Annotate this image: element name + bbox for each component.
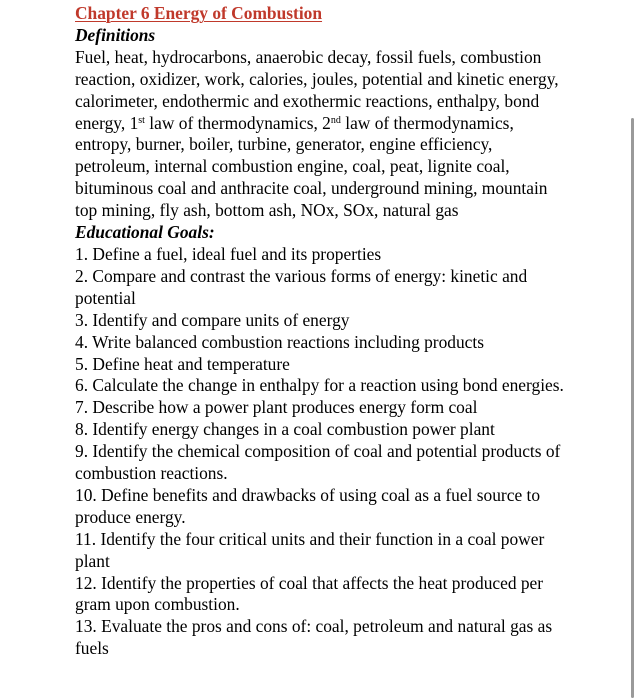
goal-item: 7. Describe how a power plant produces energy form coal (75, 397, 478, 418)
chapter-title: Chapter 6 Energy of Combustion (75, 3, 323, 23)
educational-goals-list (75, 244, 565, 660)
superscript-st: st (138, 114, 145, 126)
goal-item: 13. Evaluate the pros and cons of: coal, petroleum and natural gas as fuels (75, 616, 553, 659)
goal-item: 11. Identify the four critical units and their function in a coal power plant (75, 528, 545, 571)
definitions-text-part2: law of thermodynamics, 2 (144, 112, 331, 133)
goal-item: 1. Define a fuel, ideal fuel and its properties (75, 243, 382, 264)
goal-item: 5. Define heat and temperature (75, 353, 290, 374)
goal-item: 2. Compare and contrast the various forms of energy: kinetic and potential (75, 265, 528, 308)
document-page (75, 3, 565, 660)
definitions-paragraph (75, 47, 565, 222)
goal-item: 9. Identify the chemical composition of coal and potential products of combustion reactions. (75, 441, 561, 484)
definitions-heading: Definitions (75, 24, 156, 45)
goal-item: 3. Identify and compare units of energy (75, 309, 350, 330)
definitions-text-part3: law of thermodynamics, entropy, burner, boiler, turbine, generator, engine efficiency, petroleum, internal combustion engine, coal, peat, lignite coal, bituminous coal and anthracite coal, underground mining, mountain top mining, fly ash, bottom ash, NOx, SOx, natural gas (75, 112, 548, 221)
vertical-scrollbar[interactable] (631, 118, 634, 698)
goal-item: 6. Calculate the change in enthalpy for a reaction using bond energies. (75, 375, 564, 396)
educational-goals-heading: Educational Goals: (75, 222, 215, 243)
goal-item: 12. Identify the properties of coal that affects the heat produced per gram upon combustion. (75, 572, 544, 615)
goal-item: 4. Write balanced combustion reactions including products (75, 331, 485, 352)
goal-item: 10. Define benefits and drawbacks of using coal as a fuel source to produce energy. (75, 484, 541, 527)
goal-item: 8. Identify energy changes in a coal combustion power plant (75, 419, 495, 440)
definitions-text-part1: Fuel, heat, hydrocarbons, anaerobic decay, fossil fuels, combustion reaction, oxidizer, work, calories, joules, potential and kinetic energy, calorimeter, endothermic and exothermic reactions, enthalpy, bond energy, 1 (75, 46, 559, 133)
superscript-nd: nd (330, 114, 341, 126)
